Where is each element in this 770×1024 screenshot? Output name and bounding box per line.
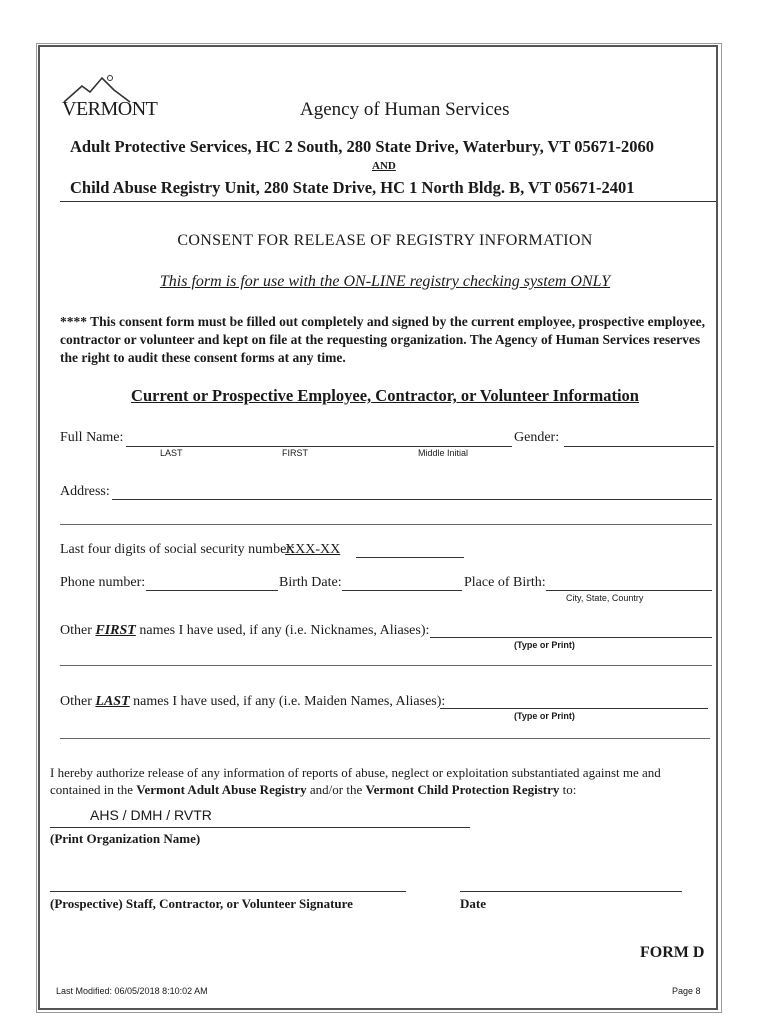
place-of-birth-field[interactable] bbox=[546, 590, 712, 591]
aps-address: Adult Protective Services, HC 2 South, 280 State Drive, Waterbury, VT 05671-2060 bbox=[70, 137, 655, 156]
organization-name-value[interactable]: AHS / DMH / RVTR bbox=[90, 807, 212, 823]
other-last-names-field[interactable] bbox=[440, 708, 708, 709]
birth-date-field[interactable] bbox=[342, 590, 462, 591]
birth-date-label: Birth Date: bbox=[279, 575, 342, 590]
place-of-birth-label: Place of Birth: bbox=[464, 575, 546, 590]
signature-field[interactable] bbox=[50, 891, 406, 892]
phone-label: Phone number: bbox=[60, 575, 146, 590]
address-field-line-1[interactable] bbox=[112, 499, 712, 500]
phone-field[interactable] bbox=[146, 590, 278, 591]
ssn-label: Last four digits of social security number: bbox=[60, 542, 295, 557]
form-id: FORM D bbox=[640, 944, 705, 961]
middle-initial-hint: Middle Initial bbox=[418, 448, 469, 458]
state-name: VERMONT bbox=[62, 98, 158, 120]
gender-label: Gender: bbox=[514, 430, 560, 445]
type-or-print-hint-2: (Type or Print) bbox=[514, 711, 575, 721]
car-address: Child Abuse Registry Unit, 280 State Drive, HC 1 North Bldg. B, VT 05671-2401 bbox=[70, 178, 635, 197]
other-first-names-field[interactable] bbox=[430, 637, 712, 638]
header-divider bbox=[60, 201, 716, 202]
gender-field[interactable] bbox=[564, 446, 714, 447]
other-first-names-field-2[interactable] bbox=[60, 665, 712, 666]
first-name-hint: FIRST bbox=[282, 448, 308, 458]
full-name-label: Full Name: bbox=[60, 430, 124, 445]
place-of-birth-hint: City, State, Country bbox=[566, 593, 644, 603]
type-or-print-hint-1: (Type or Print) bbox=[514, 640, 575, 650]
authorization-text: I hereby authorize release of any information of reports of abuse, neglect or exploitation substantiated against me and contained in the Vermont Adult Abuse Registry and/or the Vermont Child Protection Registry to: bbox=[50, 765, 661, 797]
last-modified: Last Modified: 06/05/2018 8:10:02 AM bbox=[56, 986, 208, 996]
other-last-names-field-2[interactable] bbox=[60, 738, 710, 739]
ssn-prefix: XXX-XX bbox=[285, 542, 341, 557]
other-first-names-label: Other FIRST names I have used, if any (i.e. Nicknames, Aliases): bbox=[60, 623, 430, 638]
page-number: Page 8 bbox=[672, 986, 701, 996]
form-subtitle: This form is for use with the ON-LINE registry checking system ONLY bbox=[159, 273, 611, 290]
other-last-names-label: Other LAST names I have used, if any (i.e. Maiden Names, Aliases): bbox=[60, 694, 446, 709]
address-label: Address: bbox=[60, 484, 110, 499]
form-title: CONSENT FOR RELEASE OF REGISTRY INFORMATION bbox=[177, 232, 593, 249]
address-field-line-2[interactable] bbox=[60, 524, 712, 525]
full-name-field[interactable] bbox=[126, 446, 512, 447]
section-title: Current or Prospective Employee, Contractor, or Volunteer Information bbox=[131, 386, 639, 405]
and-connector: AND bbox=[372, 160, 396, 172]
agency-name: Agency of Human Services bbox=[300, 99, 510, 120]
date-label: Date bbox=[460, 896, 486, 911]
signature-label: (Prospective) Staff, Contractor, or Volunteer Signature bbox=[50, 896, 353, 911]
organization-name-label: (Print Organization Name) bbox=[50, 831, 201, 846]
ssn-field[interactable] bbox=[356, 557, 464, 558]
last-name-hint: LAST bbox=[160, 448, 183, 458]
consent-notice: **** This consent form must be filled out completely and signed by the current employee, prospective employee, contractor or volunteer and kept on file at the requesting organization. The Agency of Human Services reserves the right to audit these consent forms at any time. bbox=[60, 314, 705, 365]
organization-name-field[interactable] bbox=[50, 827, 470, 828]
date-field[interactable] bbox=[460, 891, 682, 892]
